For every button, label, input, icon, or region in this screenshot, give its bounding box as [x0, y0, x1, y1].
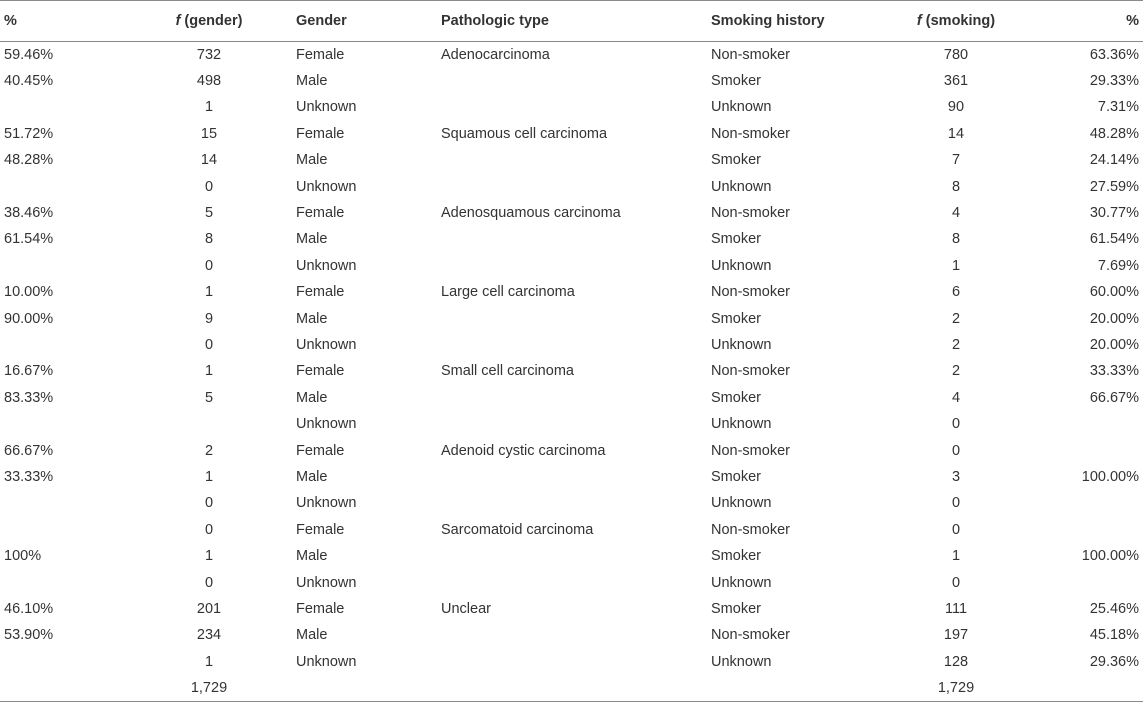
table-row	[0, 200, 1143, 226]
table-row	[0, 569, 1143, 595]
cell-pathologic-type	[441, 305, 711, 331]
cell-gender: Female	[296, 125, 345, 142]
cell-pathologic-type	[441, 569, 711, 595]
total-empty-cell	[1031, 675, 1143, 701]
cell-gender: Male	[296, 73, 328, 90]
cell-f-smoking: 111	[944, 600, 968, 617]
cell-f-gender: 8	[204, 231, 214, 248]
table-row	[0, 279, 1143, 305]
cell-smoking-history: Smoker	[711, 389, 761, 406]
header-gender: Gender	[296, 13, 347, 29]
cell-percent-gender: 66.67%	[4, 442, 54, 459]
cell-pathologic-type	[441, 226, 711, 252]
header-smoking-history: Smoking history	[711, 13, 825, 29]
cell-gender: Male	[296, 468, 328, 485]
cell-pathologic-type: Large cell carcinoma	[441, 284, 575, 301]
table-row	[0, 94, 1143, 120]
cell-percent-gender: 90.00%	[4, 310, 54, 327]
cell-f-smoking: 0	[951, 416, 961, 433]
cell-pathologic-type	[441, 173, 711, 199]
total-empty-cell	[711, 675, 881, 701]
cell-pathologic-type	[441, 147, 711, 173]
cell-pathologic-type	[441, 411, 711, 437]
cell-f-smoking: 3	[951, 468, 961, 485]
cell-percent-smoking: 25.46%	[1089, 600, 1139, 617]
total-empty-cell	[294, 675, 441, 701]
cell-f-smoking: 90	[947, 99, 965, 116]
cell-smoking-history: Unknown	[711, 574, 772, 591]
cell-percent-smoking	[1031, 517, 1143, 543]
table-row	[0, 622, 1143, 648]
table-body	[0, 42, 1143, 702]
cell-percent-gender: 48.28%	[4, 152, 54, 169]
table-row	[0, 332, 1143, 358]
cell-f-smoking: 0	[951, 574, 961, 591]
cell-percent-smoking: 29.36%	[1089, 653, 1139, 670]
cell-percent-gender	[0, 253, 124, 279]
cell-pathologic-type: Squamous cell carcinoma	[441, 125, 608, 142]
cell-f-smoking: 1	[951, 548, 961, 565]
totals-row	[0, 675, 1143, 701]
cell-smoking-history: Non-smoker	[711, 363, 790, 380]
cell-gender: Female	[296, 600, 345, 617]
cell-f-gender: 5	[204, 205, 214, 222]
cell-gender: Male	[296, 627, 328, 644]
cell-f-smoking: 1	[951, 257, 961, 274]
cell-percent-smoking: 24.14%	[1089, 152, 1139, 169]
header-f-smoking	[881, 1, 1031, 42]
table-row	[0, 596, 1143, 622]
cell-pathologic-type	[441, 543, 711, 569]
cell-smoking-history: Non-smoker	[711, 442, 790, 459]
cell-smoking-history: Smoker	[711, 310, 761, 327]
cell-gender: Male	[296, 310, 328, 327]
cell-f-smoking: 2	[951, 336, 961, 353]
cell-percent-smoking: 20.00%	[1089, 310, 1139, 327]
cell-f-gender: 5	[204, 389, 214, 406]
cell-f-gender: 234	[196, 627, 222, 644]
cell-smoking-history: Unknown	[711, 653, 772, 670]
table-row	[0, 464, 1143, 490]
cell-gender: Male	[296, 231, 328, 248]
cell-f-smoking: 14	[947, 125, 965, 142]
cell-f-gender: 1	[204, 363, 214, 380]
cell-percent-gender	[0, 490, 124, 516]
cell-f-smoking: 4	[951, 389, 961, 406]
cell-gender: Unknown	[296, 416, 357, 433]
cell-percent-gender	[0, 648, 124, 674]
total-f-gender: 1,729	[190, 679, 228, 696]
cell-percent-gender	[0, 173, 124, 199]
table-row	[0, 490, 1143, 516]
table-row	[0, 648, 1143, 674]
cell-gender: Female	[296, 363, 345, 380]
cell-percent-smoking: 61.54%	[1089, 231, 1139, 248]
cell-percent-gender: 53.90%	[4, 627, 54, 644]
cell-f-gender	[124, 411, 294, 437]
cell-smoking-history: Unknown	[711, 495, 772, 512]
cell-percent-smoking: 33.33%	[1089, 363, 1139, 380]
table-row	[0, 411, 1143, 437]
cell-f-smoking: 0	[951, 521, 961, 538]
cell-pathologic-type: Adenoid cystic carcinoma	[441, 442, 606, 459]
cell-percent-smoking: 100.00%	[1081, 548, 1139, 565]
header-percent-left: %	[4, 13, 17, 29]
cell-pathologic-type: Small cell carcinoma	[441, 363, 574, 380]
cell-f-gender: 0	[204, 178, 214, 195]
cell-pathologic-type	[441, 332, 711, 358]
cell-smoking-history: Non-smoker	[711, 521, 790, 538]
cell-percent-smoking: 100.00%	[1081, 468, 1139, 485]
cell-percent-gender: 59.46%	[4, 46, 54, 63]
cell-pathologic-type: Sarcomatoid carcinoma	[441, 521, 594, 538]
cell-percent-gender	[0, 411, 124, 437]
cell-percent-smoking	[1031, 490, 1143, 516]
table-row	[0, 253, 1143, 279]
cell-percent-smoking	[1031, 437, 1143, 463]
cell-smoking-history: Non-smoker	[711, 205, 790, 222]
cell-smoking-history: Unknown	[711, 416, 772, 433]
cell-pathologic-type	[441, 648, 711, 674]
cell-f-gender: 1	[204, 653, 214, 670]
total-empty-cell	[0, 675, 124, 701]
cell-gender: Unknown	[296, 99, 357, 116]
total-empty-cell	[441, 675, 711, 701]
cell-gender: Male	[296, 389, 328, 406]
cell-percent-smoking	[1031, 411, 1143, 437]
cell-f-gender: 1	[204, 99, 214, 116]
cell-f-smoking: 780	[943, 46, 969, 63]
cell-smoking-history: Smoker	[711, 600, 761, 617]
table-row	[0, 305, 1143, 331]
cell-percent-gender	[0, 569, 124, 595]
cell-gender: Female	[296, 205, 345, 222]
cell-f-gender: 0	[204, 521, 214, 538]
cell-f-smoking: 361	[943, 73, 969, 90]
total-f-smoking: 1,729	[937, 679, 975, 696]
cell-smoking-history: Non-smoker	[711, 627, 790, 644]
table-row	[0, 42, 1143, 68]
header-percent-right: %	[1126, 13, 1139, 29]
table-row	[0, 517, 1143, 543]
cell-f-gender: 0	[204, 495, 214, 512]
cell-gender: Unknown	[296, 653, 357, 670]
cell-percent-gender	[0, 332, 124, 358]
cell-smoking-history: Unknown	[711, 336, 772, 353]
cell-percent-gender: 100%	[4, 548, 42, 565]
cell-f-gender: 1	[204, 468, 214, 485]
cell-smoking-history: Unknown	[711, 99, 772, 116]
table-row	[0, 385, 1143, 411]
cell-percent-gender: 83.33%	[4, 389, 54, 406]
cell-smoking-history: Unknown	[711, 257, 772, 274]
cell-f-smoking: 0	[951, 495, 961, 512]
cell-f-smoking: 197	[943, 627, 969, 644]
cell-percent-smoking: 63.36%	[1089, 46, 1139, 63]
cell-f-gender: 0	[204, 336, 214, 353]
header-row	[0, 1, 1143, 42]
cell-percent-smoking	[1031, 569, 1143, 595]
cell-percent-smoking: 66.67%	[1089, 389, 1139, 406]
cell-gender: Unknown	[296, 495, 357, 512]
cell-percent-smoking: 20.00%	[1089, 336, 1139, 353]
cell-smoking-history: Smoker	[711, 231, 761, 248]
cell-percent-smoking: 30.77%	[1089, 205, 1139, 222]
cell-gender: Male	[296, 152, 328, 169]
cell-smoking-history: Smoker	[711, 73, 761, 90]
cell-percent-smoking: 7.69%	[1097, 257, 1139, 274]
cell-percent-gender: 10.00%	[4, 284, 54, 301]
cell-pathologic-type	[441, 490, 711, 516]
cell-f-smoking: 2	[951, 310, 961, 327]
cell-smoking-history: Non-smoker	[711, 46, 790, 63]
cell-f-gender: 1	[204, 548, 214, 565]
cell-gender: Female	[296, 521, 345, 538]
cell-f-smoking: 7	[951, 152, 961, 169]
cell-pathologic-type	[441, 94, 711, 120]
cell-percent-smoking: 27.59%	[1089, 178, 1139, 195]
cell-gender: Unknown	[296, 336, 357, 353]
cell-f-gender: 732	[196, 46, 222, 63]
cell-gender: Unknown	[296, 574, 357, 591]
cell-gender: Female	[296, 284, 345, 301]
header-f-gender-symbol: f	[175, 13, 181, 29]
cell-f-smoking: 8	[951, 231, 961, 248]
cell-f-gender: 1	[204, 284, 214, 301]
cell-pathologic-type	[441, 464, 711, 490]
cell-smoking-history: Non-smoker	[711, 125, 790, 142]
cell-gender: Unknown	[296, 178, 357, 195]
cell-gender: Male	[296, 548, 328, 565]
cell-f-gender: 15	[200, 125, 218, 142]
cell-smoking-history: Smoker	[711, 548, 761, 565]
cell-percent-smoking: 60.00%	[1089, 284, 1139, 301]
cell-smoking-history: Non-smoker	[711, 284, 790, 301]
cell-smoking-history: Smoker	[711, 152, 761, 169]
cell-f-gender: 201	[196, 600, 222, 617]
header-pathologic-type: Pathologic type	[441, 13, 549, 29]
table-row	[0, 226, 1143, 252]
cell-percent-gender: 46.10%	[4, 600, 54, 617]
cell-percent-gender: 61.54%	[4, 231, 54, 248]
cell-percent-gender: 16.67%	[4, 363, 54, 380]
cell-gender: Unknown	[296, 257, 357, 274]
cell-pathologic-type: Adenosquamous carcinoma	[441, 205, 621, 222]
cell-percent-gender	[0, 517, 124, 543]
cell-gender: Female	[296, 442, 345, 459]
cell-percent-gender: 38.46%	[4, 205, 54, 222]
table-row	[0, 173, 1143, 199]
cell-f-gender: 9	[204, 310, 214, 327]
cell-percent-gender: 33.33%	[4, 468, 54, 485]
cell-percent-smoking: 45.18%	[1089, 627, 1139, 644]
cell-pathologic-type	[441, 622, 711, 648]
cell-pathologic-type	[441, 385, 711, 411]
cell-pathologic-type	[441, 68, 711, 94]
cell-f-smoking: 0	[951, 442, 961, 459]
cell-f-smoking: 6	[951, 284, 961, 301]
header-f-gender	[124, 1, 294, 42]
table-row	[0, 437, 1143, 463]
cell-f-gender: 498	[196, 73, 222, 90]
cell-pathologic-type: Unclear	[441, 600, 491, 617]
cell-pathologic-type	[441, 253, 711, 279]
table-row	[0, 121, 1143, 147]
table-row	[0, 147, 1143, 173]
cell-f-smoking: 8	[951, 178, 961, 195]
header-f-gender-label: (gender)	[180, 13, 243, 29]
cell-f-gender: 14	[200, 152, 218, 169]
cell-f-smoking: 2	[951, 363, 961, 380]
table-row	[0, 68, 1143, 94]
cell-percent-smoking: 29.33%	[1089, 73, 1139, 90]
table-row	[0, 543, 1143, 569]
cell-gender: Female	[296, 46, 345, 63]
cell-f-gender: 2	[204, 442, 214, 459]
cell-percent-gender: 51.72%	[4, 125, 54, 142]
cell-f-gender: 0	[204, 257, 214, 274]
cell-f-gender: 0	[204, 574, 214, 591]
table-row	[0, 358, 1143, 384]
cell-percent-gender: 40.45%	[4, 73, 54, 90]
header-f-smoking-symbol: f	[916, 13, 922, 29]
header-f-smoking-label: (smoking)	[921, 13, 996, 29]
cell-percent-smoking: 48.28%	[1089, 125, 1139, 142]
cell-smoking-history: Unknown	[711, 178, 772, 195]
cell-f-smoking: 4	[951, 205, 961, 222]
cell-pathologic-type: Adenocarcinoma	[441, 46, 550, 63]
cell-smoking-history: Smoker	[711, 468, 761, 485]
cell-f-smoking: 128	[943, 653, 969, 670]
cell-percent-smoking: 7.31%	[1097, 99, 1139, 116]
cell-percent-gender	[0, 94, 124, 120]
